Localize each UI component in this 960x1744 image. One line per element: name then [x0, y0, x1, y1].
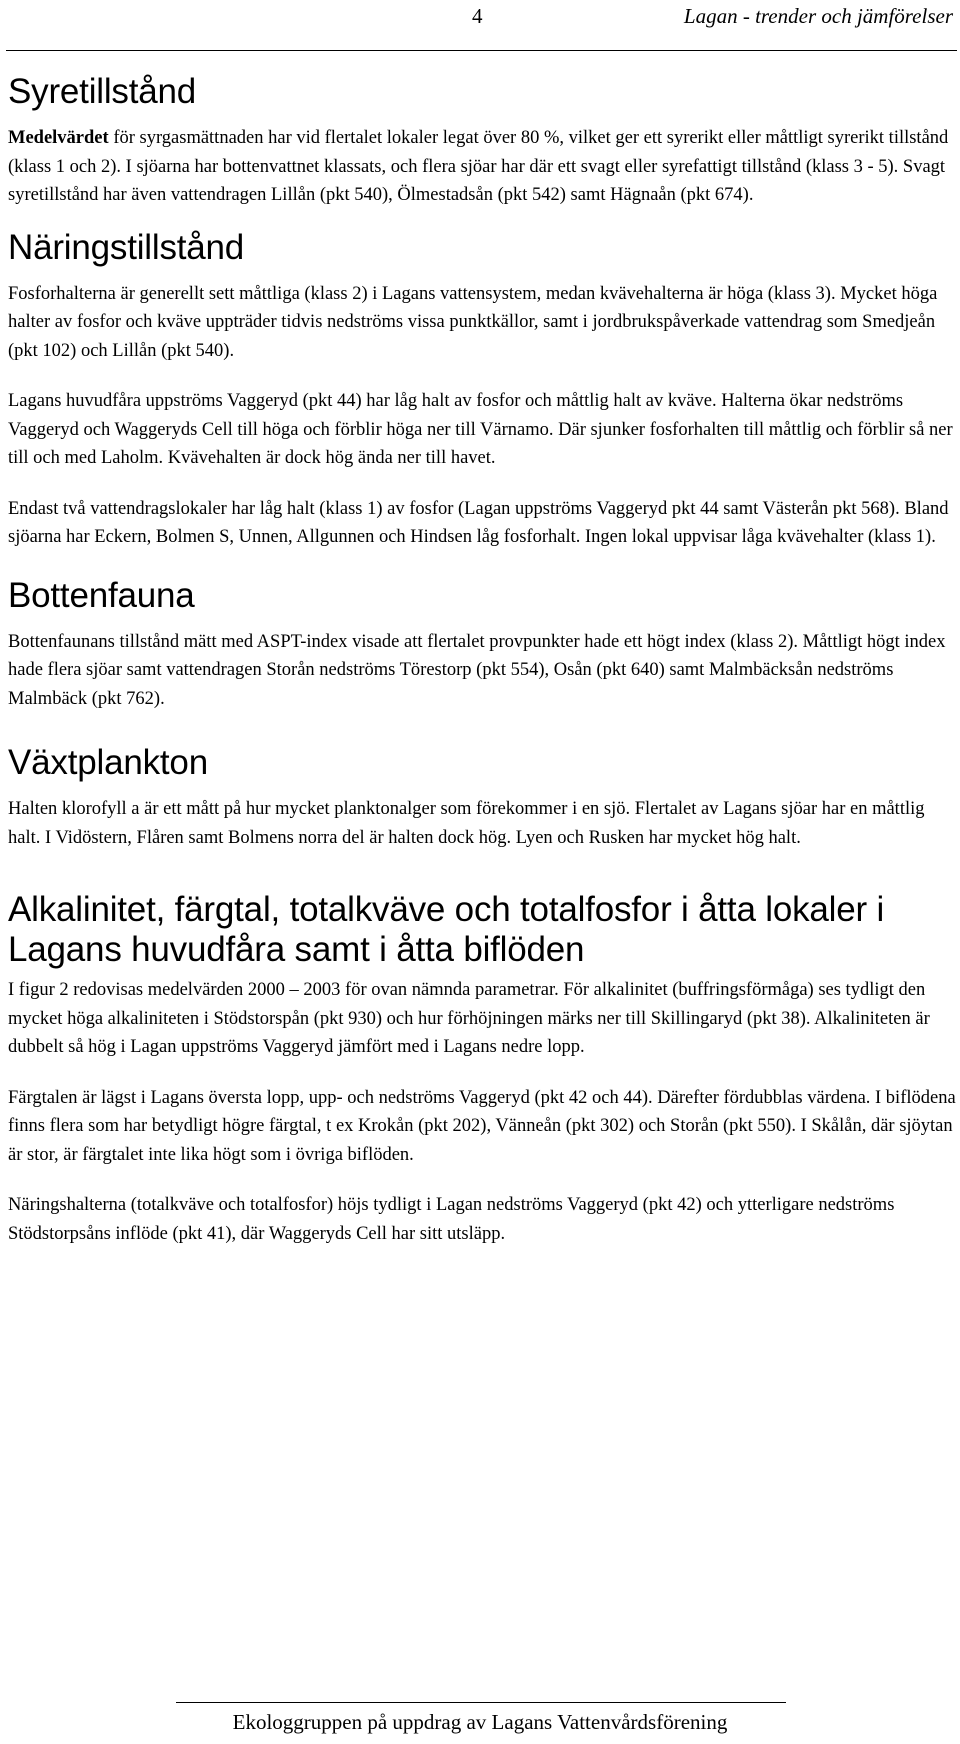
paragraph: Bottenfaunans tillstånd mätt med ASPT-index visade att flertalet provpunkter hade ett högt index (klass 2). Måttligt högt index hade flera sjöar samt vattendragen Storån nedströms Törestorp (pkt 554), Osån (pkt 640) samt Malmbäcksån nedströms Malmbäck (pkt 762). — [8, 631, 946, 709]
section-vaxtplankton — [8, 743, 956, 852]
paragraph: Lagans huvudfåra uppströms Vaggeryd (pkt 44) har låg halt av fosfor och måttlig halt av kväve. Halterna ökar nedströms Vaggeryd och Waggeryds Cell till höga och förblir höga ner till Värnamo. Där sjunker fosforhalten till måttlig och förblir så ner till och med Laholm. Kvävehalten är dock hög ända ner till havet. — [8, 391, 953, 468]
section-heading: Näringstillstånd — [8, 227, 245, 267]
paragraph: Endast två vattendragslokaler har låg halt (klass 1) av fosfor (Lagan uppströms Vaggeryd pkt 44 samt Västerån pkt 568). Bland sjöarna har Eckern, Bolmen S, Unnen, Allgunnen och Hindsen låg fosforhalt. Ingen lokal uppvisar låga kvävehalter (klass 1). — [8, 498, 949, 547]
section-heading: Växtplankton — [8, 743, 208, 782]
section-heading: Bottenfauna — [8, 575, 195, 615]
section-heading: Alkalinitet, färgtal, totalkväve och totalfosfor i åtta lokaler i Lagans huvudfåra samt i åtta biflöden — [8, 890, 885, 969]
page-header — [0, 0, 960, 52]
section-heading: Syretillstånd — [8, 72, 197, 111]
paragraph: Halten klorofyll a är ett mått på hur mycket planktonalger som förekommer i en sjö. Flertalet av Lagans sjöar har en måttlig halt. I Vidöstern, Flåren samt Bolmens norra del är halten dock hög. Lyen och Rusken har mycket hög halt. — [8, 799, 925, 848]
paragraph: Färgtalen är lägst i Lagans översta lopp, upp- och nedströms Vaggeryd (pkt 42 och 44). Därefter fördubblas värdena. I biflödena finns flera som har betydligt högre färgtal, t ex Krokån (pkt 202), Vänneån (pkt 302) och Storån (pkt 550). I Skålån, där sjöytan är stor, är färgtalet inte lika högt som i övriga biflöden. — [8, 1087, 956, 1165]
paragraph-lead-bold: Medelvärdet — [8, 128, 109, 148]
paragraph: Fosforhalterna är generellt sett måttliga (klass 2) i Lagans vattensystem, medan kvävehalterna är höga (klass 3). Mycket höga halter av fosfor och kväve uppträder tidvis nedströms vissa punktkällor, samt i jordbrukspåverkade vattendrag som Smedjeån (pkt 102) och Lillån (pkt 540). — [8, 283, 938, 361]
page-number: 4 — [472, 4, 483, 28]
page-footer — [0, 1700, 960, 1740]
paragraph: I figur 2 redovisas medelvärden 2000 – 2003 för ovan nämnda parametrar. För alkalinitet (buffringsförmåga) ses tydligt den mycket höga alkaliniteten i Stödstorspån (pkt 930) och hur förhöjningen märks ner till Skillingaryd (pkt 38). Alkaliniteten är dubbelt så hög i Lagan uppströms Vaggeryd jämfört med i Lagans nedre lopp. — [8, 980, 930, 1057]
section-syretillstand — [8, 72, 956, 210]
footer-rule — [176, 1702, 786, 1703]
paragraph — [8, 124, 956, 210]
header-rule — [6, 50, 957, 51]
section-bottenfauna — [8, 576, 956, 714]
footer-text: Ekologgruppen på uppdrag av Lagans Vattenvårdsförening — [232, 1710, 728, 1734]
section-alkalinitet — [8, 890, 956, 1248]
running-title: Lagan - trender och jämförelser — [683, 4, 953, 28]
paragraph: Näringshalterna (totalkväve och totalfosfor) höjs tydligt i Lagan nedströms Vaggeryd (pkt 42) och ytterligare nedströms Stödstorpsåns inflöde (pkt 41), där Waggeryds Cell har sitt utsläpp. — [8, 1195, 895, 1244]
paragraph-text: för syrgasmättnaden har vid flertalet lokaler legat över 80 %, vilket ger ett syrerikt eller måttligt syrerikt tillstånd (klass 1 och 2). I sjöarna har bottenvattnet klassats, och flera sjöar har där ett svagt eller syrefattigt tillstånd (klass 3 - 5). Svagt syretillstånd har även vattendragen Lillån (pkt 540), Ölmestadsån (pkt 542) samt Hägnaån (pkt 674). — [8, 128, 949, 205]
section-naringstillstand — [8, 228, 956, 552]
document-body — [8, 72, 956, 1270]
